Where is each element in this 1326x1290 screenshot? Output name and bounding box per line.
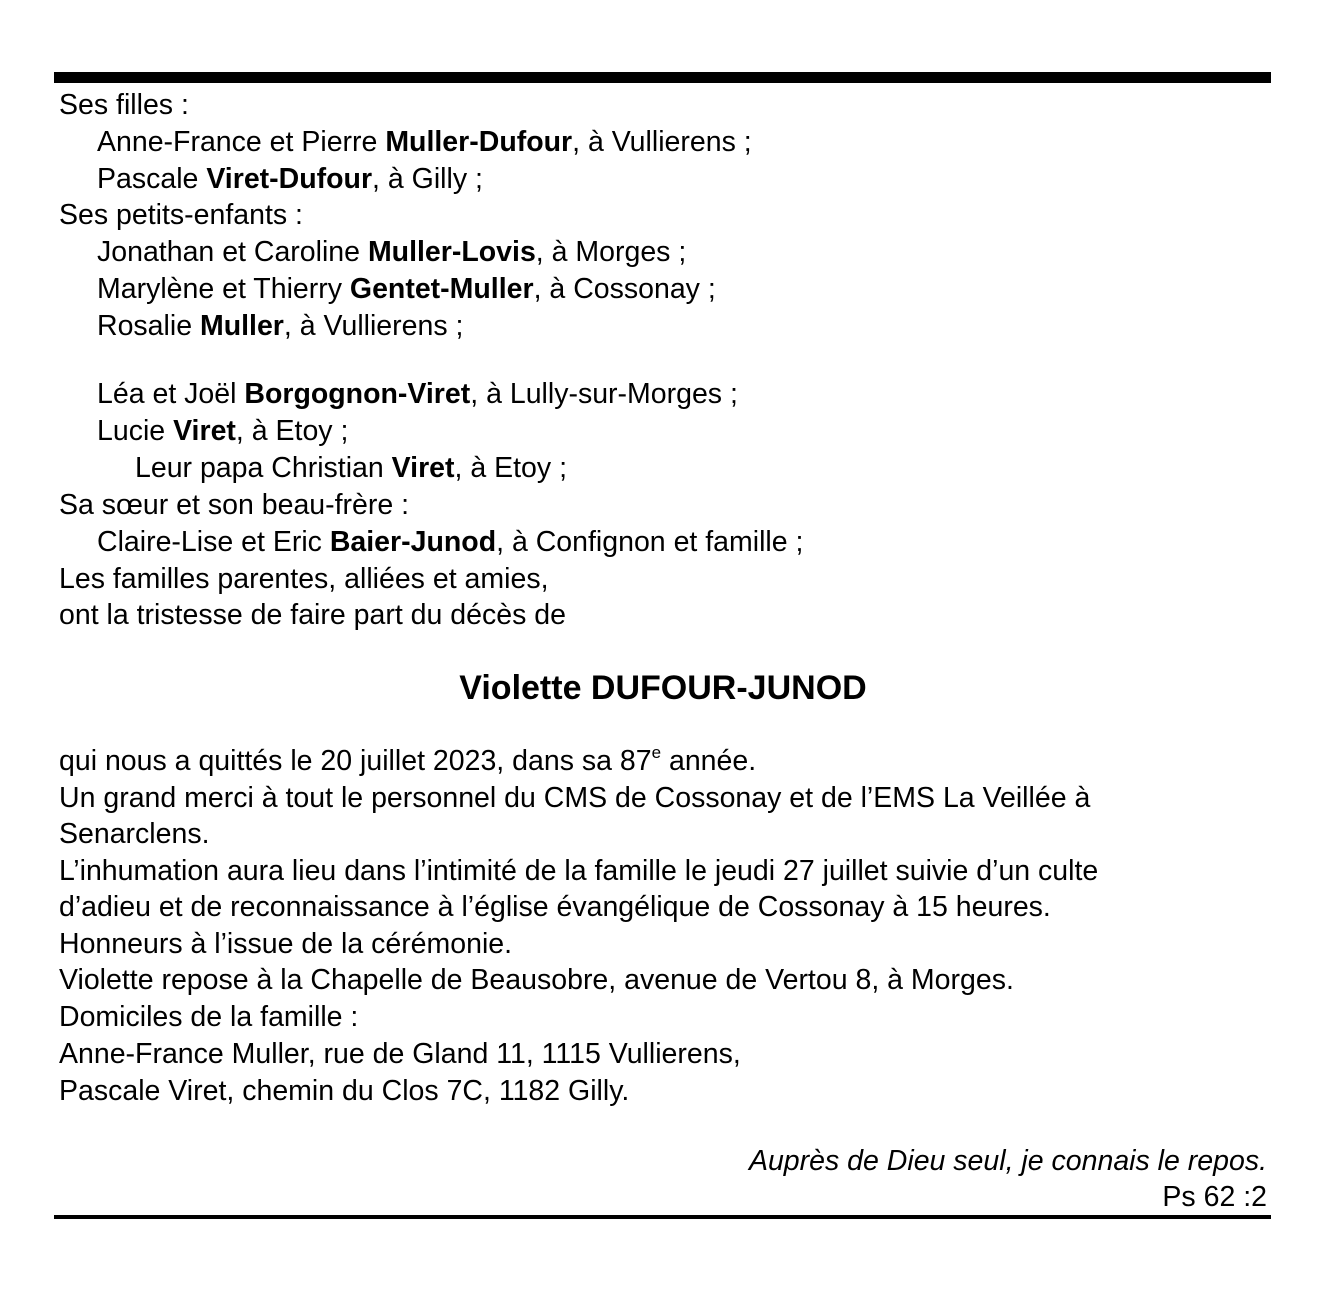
verse-reference: Ps 62 :2 — [1162, 1181, 1267, 1213]
grandchild-line: Jonathan et Caroline Muller-Lovis, à Morges ; — [97, 236, 687, 268]
top-rule — [54, 72, 1271, 83]
body-line: Un grand merci à tout le personnel du CMS de Cossonay et de l’EMS La Veillée à — [59, 782, 1091, 814]
daughter-line: Anne-France et Pierre Muller-Dufour, à Vullierens ; — [97, 126, 752, 158]
body-line: d’adieu et de reconnaissance à l’église évangélique de Cossonay à 15 heures. — [59, 891, 1051, 923]
announce-line: ont la tristesse de faire part du décès de — [59, 599, 566, 631]
grandchild-line: Marylène et Thierry Gentet-Muller, à Cossonay ; — [97, 273, 716, 305]
sister-heading: Sa sœur et son beau-frère : — [59, 489, 410, 521]
grandchildren-heading: Ses petits-enfants : — [59, 199, 303, 231]
families-line: Les familles parentes, alliées et amies, — [59, 563, 549, 595]
body-line: qui nous a quittés le 20 juillet 2023, dans sa 87e année. — [59, 743, 757, 777]
grandchild-line: Rosalie Muller, à Vullierens ; — [97, 310, 464, 342]
body-line: Domiciles de la famille : — [59, 1001, 359, 1033]
body-line: L’inhumation aura lieu dans l’intimité de la famille le jeudi 27 juillet suivie d’un culte — [59, 855, 1099, 887]
deceased-name: Violette DUFOUR-JUNOD — [459, 669, 867, 707]
body-line: Violette repose à la Chapelle de Beausobre, avenue de Vertou 8, à Morges. — [59, 964, 1014, 996]
verse-text: Auprès de Dieu seul, je connais le repos. — [748, 1145, 1267, 1177]
father-line: Leur papa Christian Viret, à Etoy ; — [135, 452, 567, 484]
sister-line: Claire-Lise et Eric Baier-Junod, à Confignon et famille ; — [97, 526, 804, 558]
bottom-rule — [54, 1215, 1271, 1219]
address-line: Anne-France Muller, rue de Gland 11, 1115 Vullierens, — [59, 1038, 741, 1070]
daughters-heading: Ses filles : — [59, 89, 189, 121]
body-line: Honneurs à l’issue de la cérémonie. — [59, 928, 513, 960]
body-line: Senarclens. — [59, 818, 210, 850]
daughter-line: Pascale Viret-Dufour, à Gilly ; — [97, 163, 483, 195]
grandchild-line: Lucie Viret, à Etoy ; — [97, 415, 349, 447]
grandchild-line: Léa et Joël Borgognon-Viret, à Lully-sur-Morges ; — [97, 378, 738, 410]
address-line: Pascale Viret, chemin du Clos 7C, 1182 Gilly. — [59, 1075, 630, 1107]
